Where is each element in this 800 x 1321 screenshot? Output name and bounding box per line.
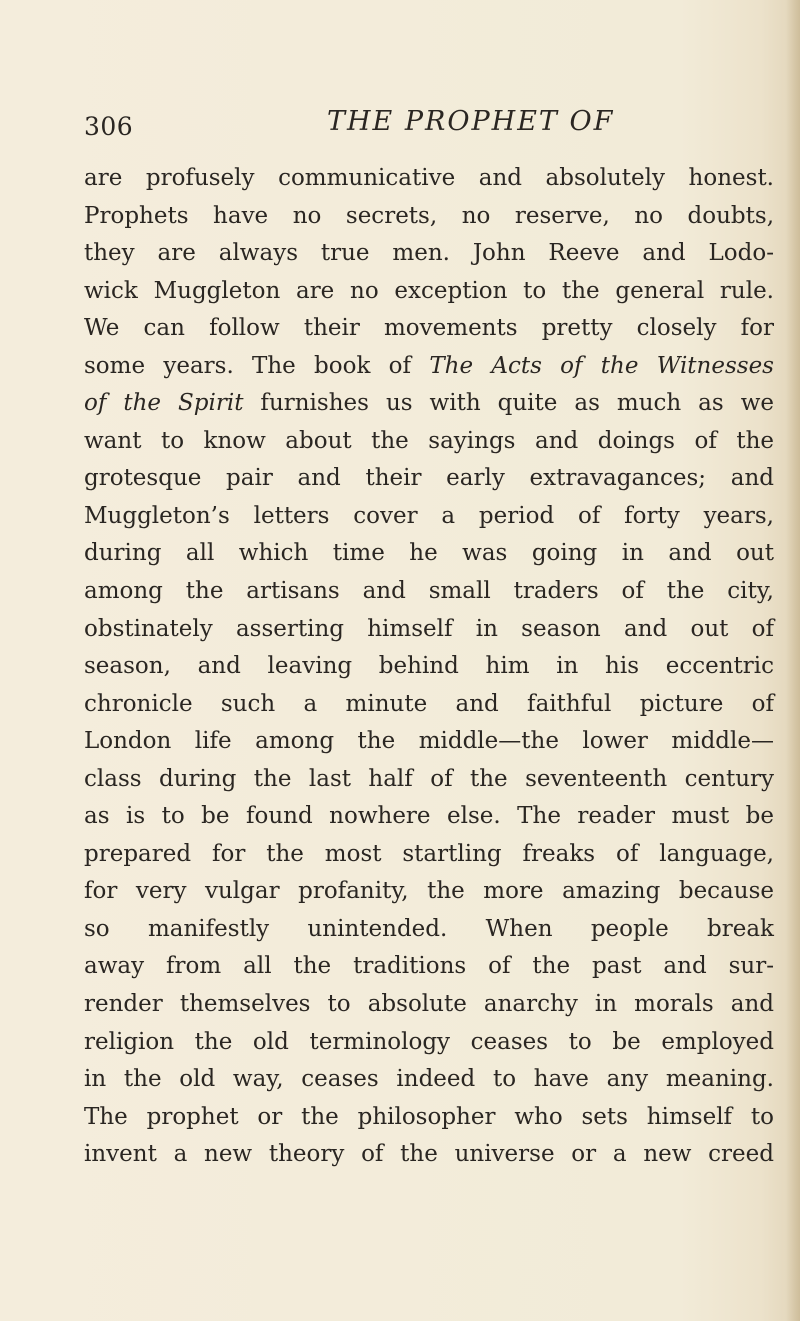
page-edge-shadow xyxy=(786,0,800,1321)
text-line: class during the last half of the seventeenth century xyxy=(84,765,774,792)
text-line: are profusely communicative and absolutely honest. xyxy=(84,165,774,191)
text-line: render themselves to absolute anarchy in morals and xyxy=(84,991,774,1018)
text-line: religion the old terminology ceases to be employed xyxy=(84,1028,774,1055)
running-title: THE PROPHET OF xyxy=(327,106,615,137)
text-line: invent a new theory of the universe or a new creed xyxy=(84,1141,774,1168)
running-head xyxy=(84,104,734,144)
text-line: away from all the traditions of the past and sur- xyxy=(84,953,774,980)
body-text xyxy=(84,160,774,1174)
page-number: 306 xyxy=(84,112,134,141)
text-line xyxy=(84,348,774,386)
text-line xyxy=(84,385,774,423)
text-line: want to know about the sayings and doings of the xyxy=(84,427,774,454)
text-line: prepared for the most startling freaks of language, xyxy=(84,840,774,867)
text-line: The prophet or the philosopher who sets himself to xyxy=(84,1103,774,1130)
text-line: Muggleton’s letters cover a period of forty years, xyxy=(84,502,774,529)
text-line: as is to be found nowhere else. The reader must be xyxy=(84,803,774,830)
text-line: obstinately asserting himself in season and out of xyxy=(84,615,774,642)
text-fragment: furnishes us with quite as much as we xyxy=(243,390,774,417)
text-line: London life among the middle—the lower middle— xyxy=(84,728,774,755)
book-title-italic: The Acts of the Witnesses xyxy=(429,352,774,379)
text-line: wick Muggleton are no exception to the general rule. xyxy=(84,277,774,304)
text-line: in the old way, ceases indeed to have any meaning. xyxy=(84,1066,774,1093)
text-line: grotesque pair and their early extravagances; and xyxy=(84,465,774,492)
book-title-italic-cont: of the Spirit xyxy=(84,390,244,417)
text-line: for very vulgar profanity, the more amazing because xyxy=(84,878,774,905)
text-line: so manifestly unintended. When people break xyxy=(84,915,774,942)
text-fragment: some years. The book of xyxy=(84,352,430,379)
text-line: during all which time he was going in and out xyxy=(84,540,774,567)
text-line: among the artisans and small traders of the city, xyxy=(84,578,774,605)
text-line: We can follow their movements pretty closely for xyxy=(84,315,774,342)
text-line: season, and leaving behind him in his eccentric xyxy=(84,653,774,680)
text-line: they are always true men. John Reeve and Lodo- xyxy=(84,240,774,267)
text-line: Prophets have no secrets, no reserve, no doubts, xyxy=(84,202,774,229)
text-line: chronicle such a minute and faithful picture of xyxy=(84,690,774,717)
